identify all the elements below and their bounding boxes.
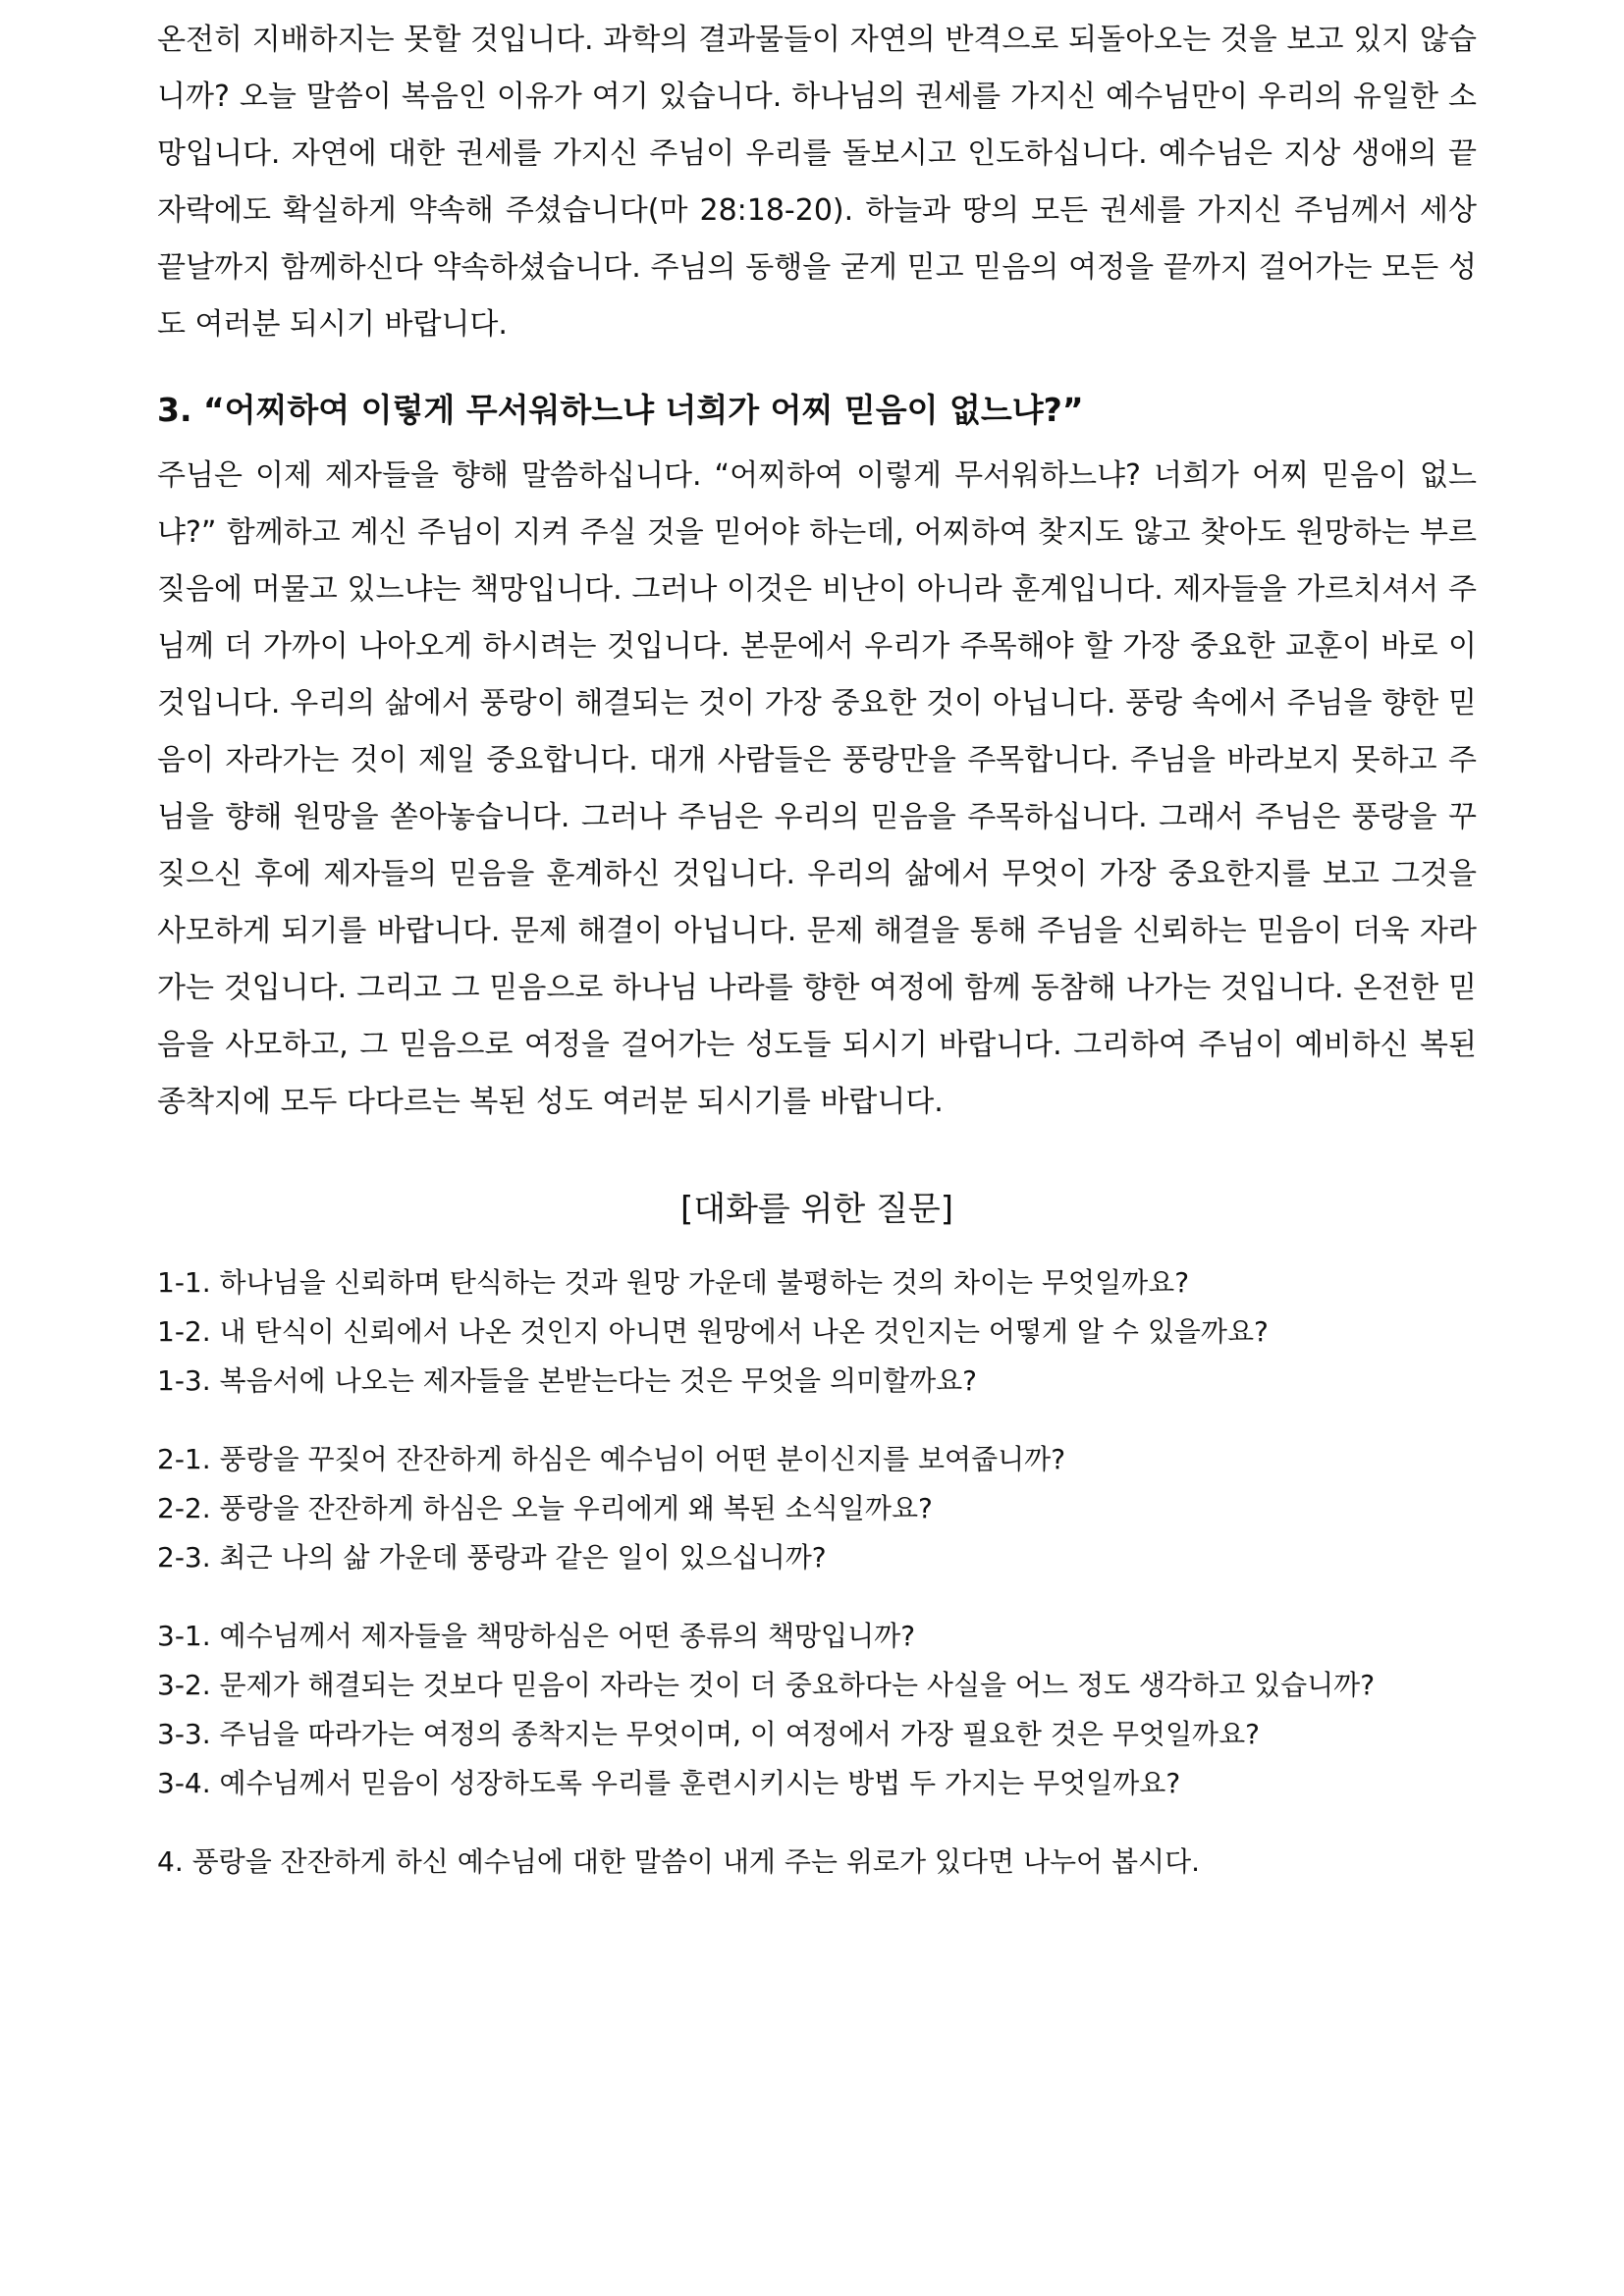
question-group-2 [157,1435,1477,1582]
question-item: 3-2. 문제가 해결되는 것보다 믿음이 자라는 것이 더 중요하다는 사실을 어느 정도 생각하고 있습니까? [157,1669,1376,1701]
question-item: 2-3. 최근 나의 삶 가운데 풍랑과 같은 일이 있으십니까? [157,1541,827,1574]
section-3-heading: 3. “어찌하여 이렇게 무서워하느냐 너희가 어찌 믿음이 없느냐?” [157,391,1084,429]
question-item: 1-2. 내 탄식이 신뢰에서 나온 것인지 아니면 원망에서 나온 것인지는 어떻게 알 수 있을까요? [157,1315,1269,1348]
question-item: 3-4. 예수님께서 믿음이 성장하도록 우리를 훈련시키시는 방법 두 가지는 무엇일까요? [157,1767,1181,1799]
questions-title: [대화를 위한 질문] [679,1190,954,1229]
document-body [157,12,1477,1916]
question-item: 2-2. 풍랑을 잔잔하게 하심은 오늘 우리에게 왜 복된 소식일까요? [157,1492,933,1524]
question-item: 1-3. 복음서에 나오는 제자들을 본받는다는 것은 무엇을 의미할까요? [157,1364,978,1397]
question-item: 3-1. 예수님께서 제자들을 책망하심은 어떤 종류의 책망입니까? [157,1620,916,1652]
question-item: 1-1. 하나님을 신뢰하며 탄식하는 것과 원망 가운데 불평하는 것의 차이는 무엇일까요? [157,1266,1190,1299]
question-item: 2-1. 풍랑을 꾸짖어 잔잔하게 하심은 예수님이 어떤 분이신지를 보여줍니까? [157,1443,1066,1475]
section-3-paragraph: 주님은 이제 제자들을 향해 말씀하십니다. “어찌하여 이렇게 무서워하느냐? 너희가 어찌 믿음이 없느냐?” 함께하고 계신 주님이 지켜 주실 것을 믿어야 하는데, 어찌하여 찾지도 않고 찾아도 원망하는 부르짖음에 머물고 있느냐는 책망입니다. 그러나 이것은 비난이 아니라 훈계입니다. 제자들을 가르치셔서 주님께 더 가까이 나아오게 하시려는 것입니다. 본문에서 우리가 주목해야 할 가장 중요한 교훈이 바로 이것입니다. 우리의 삶에서 풍랑이 해결되는 것이 가장 중요한 것이 아닙니다. 풍랑 속에서 주님을 향한 믿음이 자라가는 것이 제일 중요합니다. 대개 사람들은 풍랑만을 주목합니다. 주님을 바라보지 못하고 주님을 향해 원망을 쏟아놓습니다. 그러나 주님은 우리의 믿음을 주목하십니다. 그래서 주님은 풍랑을 꾸짖으신 후에 제자들의 믿음을 훈계하신 것입니다. 우리의 삶에서 무엇이 가장 중요한지를 보고 그것을 사모하게 되기를 바랍니다. 문제 해결이 아닙니다. 문제 해결을 통해 주님을 신뢰하는 믿음이 더욱 자라가는 것입니다. 그리고 그 믿음으로 하나님 나라를 향한 여정에 함께 동참해 나가는 것입니다. 온전한 믿음을 사모하고, 그 믿음으로 여정을 걸어가는 성도들 되시기 바랍니다. 그리하여 주님이 예비하신 복된 종착지에 모두 다다르는 복된 성도 여러분 되시기를 바랍니다. [157,458,1477,1119]
question-item: 4. 풍랑을 잔잔하게 하신 예수님에 대한 말씀이 내게 주는 위로가 있다면 나누어 봅시다. [157,1845,1201,1878]
question-group-1 [157,1258,1477,1406]
question-group-4 [157,1838,1477,1887]
question-item: 3-3. 주님을 따라가는 여정의 종착지는 무엇이며, 이 여정에서 가장 필요한 것은 무엇일까요? [157,1718,1260,1750]
question-group-3 [157,1612,1477,1808]
intro-paragraph: 온전히 지배하지는 못할 것입니다. 과학의 결과물들이 자연의 반격으로 되돌아오는 것을 보고 있지 않습니까? 오늘 말씀이 복음인 이유가 여기 있습니다. 하나님의 권세를 가지신 예수님만이 우리의 유일한 소망입니다. 자연에 대한 권세를 가지신 주님이 우리를 돌보시고 인도하십니다. 예수님은 지상 생애의 끝자락에도 확실하게 약속해 주셨습니다(마 28:18-20). 하늘과 땅의 모든 권세를 가지신 주님께서 세상 끝날까지 함께하신다 약속하셨습니다. 주님의 동행을 굳게 믿고 믿음의 여정을 끝까지 걸어가는 모든 성도 여러분 되시기 바랍니다. [157,23,1477,342]
